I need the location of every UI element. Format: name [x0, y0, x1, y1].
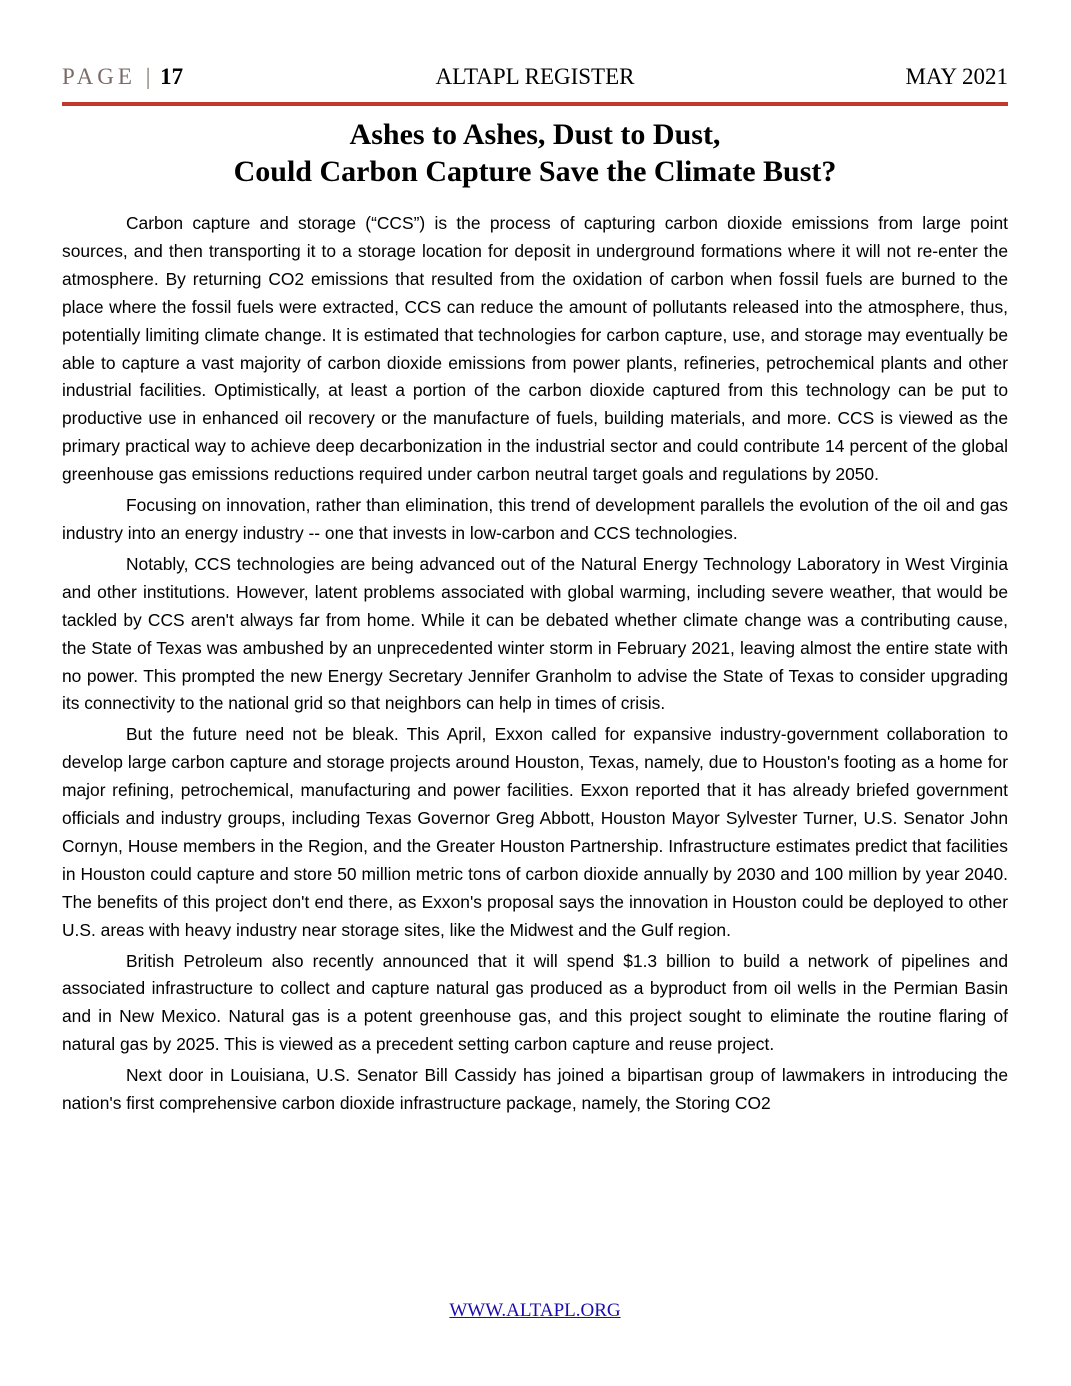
issue-date: MAY 2021: [905, 64, 1008, 89]
paragraph-5: British Petroleum also recently announced that it will spend $1.3 billion to build a network of pipelines and associated infrastructure to collect and capture natural gas produced as a byproduct from oil wells in the Permian Basin and in New Mexico. Natural gas is a potent greenhouse gas, and this project sought to eliminate the routine flaring of natural gas by 2025. This is viewed as a precedent setting carbon capture and reuse project.: [62, 950, 1008, 1055]
paragraph-4: But the future need not be bleak. This April, Exxon called for expansive industry-government collaboration to develop large carbon capture and storage projects around Houston, Texas, namely, due to Houston's footing as a home for major refining, petrochemical, manufacturing and power facilities. Exxon reported that it has already briefed government officials and industry groups, including Texas Governor Greg Abbott, Houston Mayor Sylvester Turner, U.S. Senator John Cornyn, House members in the Region, and the Greater Houston Partnership. Infrastructure estimates predict that facilities in Houston could capture and store 50 million metric tons of carbon dioxide annually by 2030 and 100 million by year 2040. The benefits of this project don't end there, as Exxon's proposal says the innovation in Houston could be deployed to other U.S. areas with heavy industry near storage sites, like the Midwest and the Gulf region.: [62, 724, 1008, 940]
article-body: [62, 210, 1008, 1121]
article-title: [62, 116, 1008, 190]
website-link[interactable]: WWW.ALTAPL.ORG: [449, 1300, 621, 1321]
page-footer: [62, 1300, 1008, 1322]
page-header: [62, 62, 1008, 96]
article-title-line-2: Could Carbon Capture Save the Climate Bust?: [233, 155, 837, 188]
header-divider: [62, 102, 1008, 106]
article-title-line-1: Ashes to Ashes, Dust to Dust,: [349, 118, 721, 151]
page-number: 17: [160, 64, 184, 89]
publication-title: ALTAPL REGISTER: [435, 64, 635, 89]
paragraph-6: Next door in Louisiana, U.S. Senator Bill Cassidy has joined a bipartisan group of lawmakers in introducing the nation's first comprehensive carbon dioxide infrastructure package, namely, the Storing CO2: [62, 1065, 1008, 1114]
page-separator: |: [145, 64, 151, 89]
paragraph-3: Notably, CCS technologies are being advanced out of the Natural Energy Technology Laboratory in West Virginia and other institutions. However, latent problems associated with global warming, including severe weather, that would be tackled by CCS aren't always far from home. While it can be debated whether climate change was a contributing cause, the State of Texas was ambushed by an unprecedented winter storm in February 2021, leaving almost the entire state with no power. This prompted the new Energy Secretary Jennifer Granholm to advise the State of Texas to consider upgrading its connectivity to the national grid so that neighbors can help in times of crisis.: [62, 553, 1008, 714]
page-label-text: PAGE: [62, 64, 136, 89]
paragraph-2: Focusing on innovation, rather than elimination, this trend of development parallels the evolution of the oil and gas industry into an energy industry -- one that invests in low-carbon and CCS technologies.: [62, 495, 1008, 543]
paragraph-1: Carbon capture and storage (“CCS”) is the process of capturing carbon dioxide emissions from large point sources, and then transporting it to a storage location for deposit in underground formations where it will not re-enter the atmosphere. By returning CO2 emissions that resulted from the oxidation of carbon when fossil fuels are burned to the place where the fossil fuels were extracted, CCS can reduce the amount of pollutants released into the atmosphere, thus, potentially limiting climate change. It is estimated that technologies for carbon capture, use, and storage may eventually be able to capture a vast majority of carbon dioxide emissions from power plants, refineries, petrochemical plants and other industrial facilities. Optimistically, at least a portion of the carbon dioxide captured from this technology can be put to productive use in enhanced oil recovery or the manufacture of fuels, building materials, and more. CCS is viewed as the primary practical way to achieve deep decarbonization in the industrial sector and could contribute 14 percent of the global greenhouse gas emissions reductions required under carbon neutral target goals and regulations by 2050.: [62, 213, 1008, 485]
